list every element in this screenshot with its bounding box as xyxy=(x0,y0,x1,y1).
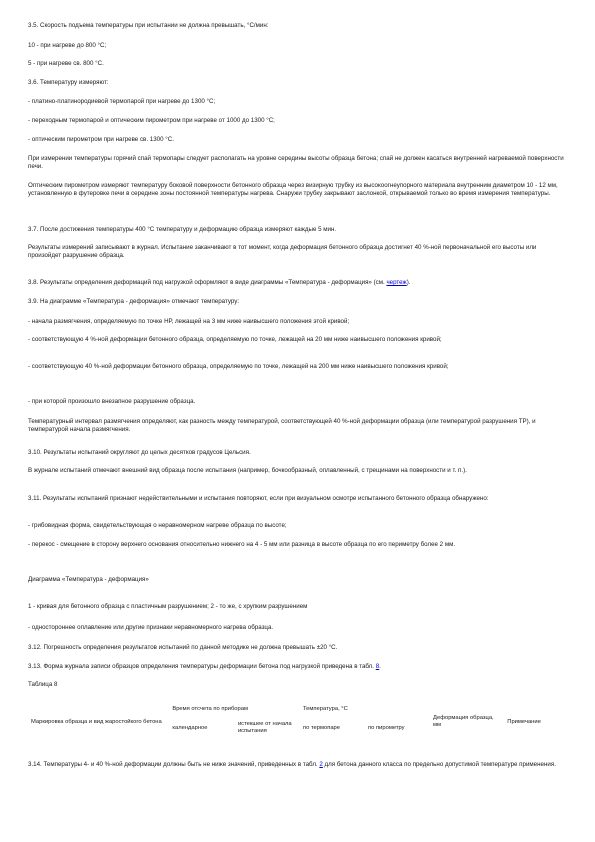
table-2-link[interactable]: 2 xyxy=(319,761,323,768)
paragraph-skew: - перекос - смещение в сторону верхнего основания относительно нижнего на 4 - 5 мм или разница в высоте образца по его периметру более 2 мм. xyxy=(28,541,456,548)
journal-table xyxy=(28,703,568,741)
paragraph-pyrometer: - оптическим пирометром при нагреве св. 1300 °С. xyxy=(28,136,174,143)
table-caption: Таблица 8 xyxy=(28,681,58,688)
paragraph-40-percent: - соответствующую 40 %-ной деформации бетонного образца, определяемую по точке, лежащей на 200 мм ниже наивысшего положения кривой; xyxy=(28,363,449,370)
paragraph-3-14-text: 3.14. Температуры 4- и 40 %-ной деформации должны быть не ниже значений, приведенных в табл. xyxy=(28,761,320,768)
paragraph-rate-10: 10 - при нагреве до 800 °С; xyxy=(28,42,107,49)
diagram-legend: 1 - кривая для бетонного образца с пластичным разрушением; 2 - то же, с хрупким разрушением xyxy=(28,603,308,610)
header-thermocouple: по термопаре xyxy=(302,724,341,731)
paragraph-3-12: 3.12. Погрешность определения результатов испытаний по данной методике не должна превышать ±20 °С. xyxy=(28,644,338,651)
paragraph-4-percent: - соответствующую 4 %-ной деформации бетонного образца, определяемую по точке, лежащей на 20 мм ниже наивысшего положения кривой; xyxy=(28,336,442,343)
paragraph-appearance: В журнале испытаний отмечают внешний вид образца после испытания (например, бочкообразный, оплавленный, с трещинами на поверхности и т. п.). xyxy=(28,467,467,474)
header-deformation: Деформация образца, мм xyxy=(433,715,494,728)
paragraph-rate-5: 5 - при нагреве св. 800 °С. xyxy=(28,60,104,67)
header-calendar: календарное xyxy=(172,724,208,731)
header-pyrometer: по пирометру xyxy=(368,724,405,731)
paragraph-3-9: 3.9. На диаграмме «Температура - деформация» отмечают температуру: xyxy=(28,298,240,305)
paragraph-thermocouple-1300: - платино-платинородиевой термопарой при нагреве до 1300 °С; xyxy=(28,98,216,105)
paragraph-mushroom-shape: - грибовидная форма, свидетельствующая о неравномерном нагреве образца по высоте; xyxy=(28,522,287,529)
paragraph-3-13-text: 3.13. Форма журнала записи образцов определения температуры деформации бетона под нагрузкой приведена в табл. xyxy=(28,663,376,670)
paragraph-transition: - переходным термопарой и оптическим пирометром при нагреве от 1000 до 1300 °С; xyxy=(28,117,275,124)
paragraph-3-13 xyxy=(28,663,568,671)
paragraph-softening-start: - начала размягчения, определяемую по точке НР, лежащей на 3 мм ниже наивысшего положения этой кривой; xyxy=(28,318,350,325)
paragraph-softening-interval: Температурный интервал размягчения определяют, как разность между температурой, соответствующей 40 %-ной деформации образца (или температурой разрушения ТР), и температурой начала размягчения. xyxy=(28,418,536,434)
paragraph-hot-junction: При измерении температуры горячий спай термопары следует располагать на уровне середины высоты образца бетона; спай не должен касаться внутренней нагреваемой поверхности печи. xyxy=(28,155,564,171)
paragraph-one-sided-melting: - одностороннее оплавление или другие признаки неравномерного нагрева образца. xyxy=(28,624,274,631)
paragraph-sudden-failure: - при которой произошло внезапное разрушение образца. xyxy=(28,398,196,405)
paragraph-3-6: 3.6. Температуру измеряют: xyxy=(28,79,109,86)
paragraph-results-journal: Результаты измерений записывают в журнал. Испытание заканчивают в тот момент, когда деформация бетонного образца достигнет 40 %-ной первоначальной его высоты или произойдет разрушение образца. xyxy=(28,244,537,260)
table-8-link[interactable]: 8 xyxy=(375,663,380,670)
header-note: Примечание xyxy=(507,718,541,725)
drawing-link[interactable]: чертеж xyxy=(386,279,407,286)
paragraph-3-14-end: для бетона данного класса по предельно допустимой температуре применения. xyxy=(322,761,556,768)
paragraph-3-8-text: 3.8. Результаты определения деформаций под нагрузкой оформляют в виде диаграммы «Температура - деформация» (см. xyxy=(28,279,387,286)
diagram-caption: Диаграмма «Температура - деформация» xyxy=(28,576,149,583)
paragraph-3-14 xyxy=(28,761,568,769)
paragraph-3-11: 3.11. Результаты испытаний признают недействительными и испытания повторяют, если при визуальном осмотре испытанного бетонного образца обнаружено: xyxy=(28,495,489,502)
header-marking: Маркировка образца и вид жаростойкого бетона xyxy=(31,718,162,725)
header-elapsed: истекшее от начала испытания xyxy=(237,721,292,734)
paragraph-3-8 xyxy=(28,279,568,287)
paragraph-3-5: 3.5. Скорость подъема температуры при испытании не должна превышать, °С/мин: xyxy=(28,22,269,29)
paragraph-optical-pyrometer: Оптическим пирометром измеряют температуру боковой поверхности бетонного образца через визирную трубку из высокоогнеупорного материала внутренним диаметром 10 - 12 мм, установленную в футеровке печи в середине зоны постоянной температуры нагрева. Снаружи трубку закрывают заслонкой, открываемой только во время измерения температуры. xyxy=(28,182,558,198)
header-time: Время отсчета по приборам xyxy=(172,705,248,712)
paragraph-3-13-end: . xyxy=(379,663,381,670)
paragraph-3-7: 3.7. После достижения температуры 400 °С температуру и деформацию образца измеряют каждые 5 мин. xyxy=(28,226,337,233)
paragraph-3-8-end: ). xyxy=(406,279,411,286)
paragraph-3-10: 3.10. Результаты испытаний округляют до целых десятков градусов Цельсия. xyxy=(28,449,251,456)
header-temperature: Температура, °С xyxy=(302,705,348,712)
